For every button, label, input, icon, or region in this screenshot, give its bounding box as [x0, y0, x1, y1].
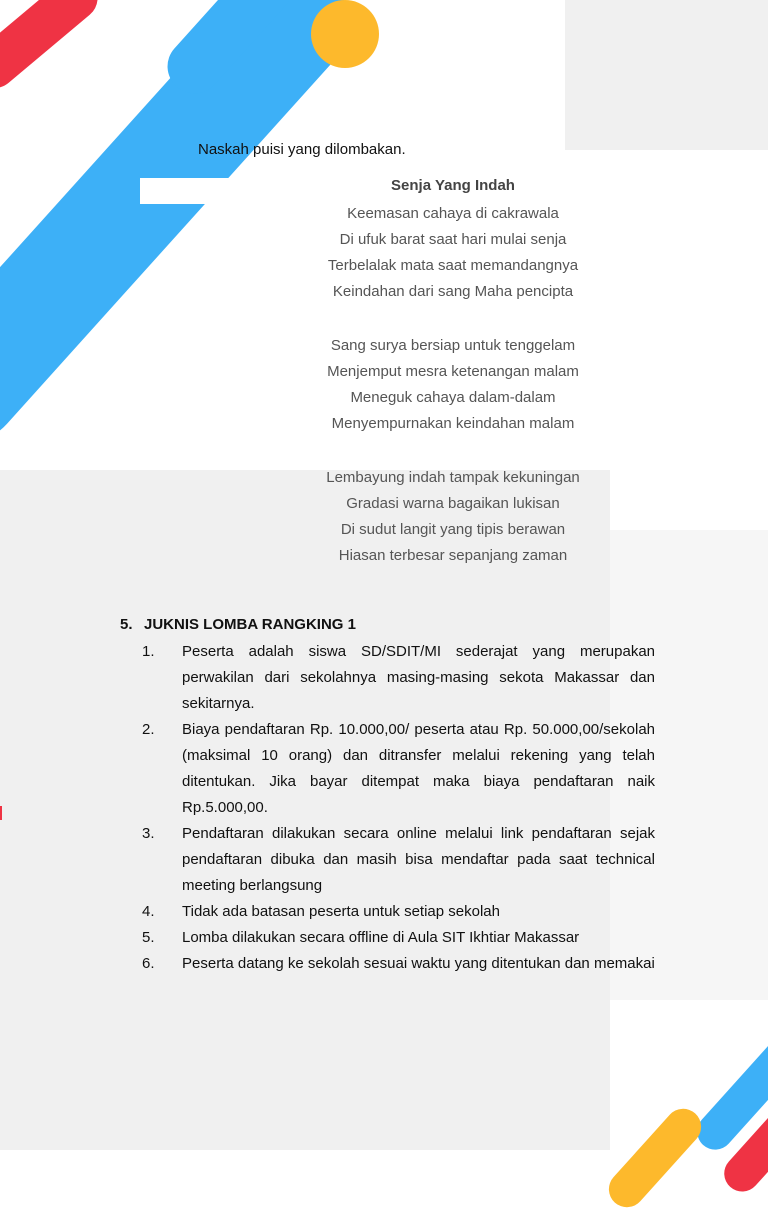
- list-item: [120, 951, 655, 977]
- list-item-text: Pendaftaran dilakukan secara online melalui link pendaftaran sejak pendaftaran dibuka dan masih bisa mendaftar pada saat technical meeting berlangsung: [182, 825, 655, 894]
- section-number: 5.: [120, 616, 133, 633]
- section-title: JUKNIS LOMBA RANGKING 1: [144, 616, 356, 633]
- list-item: [120, 639, 655, 717]
- orange-circle: [311, 0, 379, 68]
- list-item: [120, 925, 655, 951]
- poem-line: Di sudut langit yang tipis berawan: [340, 521, 566, 538]
- poem-line: Lembayung indah tampak kekuningan: [326, 469, 580, 486]
- section-heading: [120, 616, 655, 633]
- poem-line: Menyempurnakan keindahan malam: [331, 415, 575, 432]
- list-item: [120, 717, 655, 821]
- list-item-index: 2.: [142, 721, 155, 738]
- red-dot-left-edge: [0, 806, 2, 820]
- poem-stanza-1: [248, 201, 658, 305]
- list-item: [120, 821, 655, 899]
- list-item-index: 6.: [142, 955, 155, 972]
- poem-line: Sang surya bersiap untuk tenggelam: [330, 337, 576, 354]
- poem: [248, 175, 658, 569]
- list-item-text: Peserta adalah siswa SD/SDIT/MI sederajat yang merupakan perwakilan dari sekolahnya masing-masing sekota Makassar dan sekitarnya.: [182, 643, 655, 712]
- list-item-index: 4.: [142, 903, 155, 920]
- list-item-text: Peserta datang ke sekolah sesuai waktu yang ditentukan dan memakai: [182, 955, 655, 972]
- poem-line: Meneguk cahaya dalam-dalam: [350, 389, 556, 406]
- poem-line: Hiasan terbesar sepanjang zaman: [338, 547, 568, 564]
- rules-list: [120, 639, 655, 977]
- list-item-text: Tidak ada batasan peserta untuk setiap sekolah: [182, 903, 500, 920]
- poem-stanza-3: [248, 465, 658, 569]
- poem-line: Menjemput mesra ketenangan malam: [327, 363, 579, 380]
- poem-line: Keindahan dari sang Maha pencipta: [332, 283, 574, 300]
- list-item-text: Lomba dilakukan secara offline di Aula SIT Ikhtiar Makassar: [182, 929, 580, 946]
- poem-line: Terbelalak mata saat memandangnya: [327, 257, 579, 274]
- poem-line: Keemasan cahaya di cakrawala: [347, 205, 559, 222]
- intro-text: Naskah puisi yang dilombakan.: [198, 141, 406, 158]
- poem-line: Gradasi warna bagaikan lukisan: [346, 495, 560, 512]
- list-item-text: Biaya pendaftaran Rp. 10.000,00/ peserta atau Rp. 50.000,00/sekolah (maksimal 10 orang) dan ditransfer melalui rekening yang telah ditentukan. Jika bayar ditempat maka biaya pendaftaran naik Rp.5.000,00.: [182, 721, 655, 816]
- poem-title: Senja Yang Indah: [391, 177, 515, 194]
- list-item-index: 3.: [142, 825, 155, 842]
- poem-line: Di ufuk barat saat hari mulai senja: [339, 231, 567, 248]
- red-stripe-top-left: [0, 0, 107, 97]
- list-item-index: 1.: [142, 643, 155, 660]
- grey-background-panel-top-right: [565, 0, 768, 150]
- list-item: [120, 899, 655, 925]
- poem-stanza-2: [248, 333, 658, 437]
- juknis-section: [120, 616, 655, 977]
- orange-stripe-bottom-right: [601, 1101, 708, 1214]
- list-item-index: 5.: [142, 929, 155, 946]
